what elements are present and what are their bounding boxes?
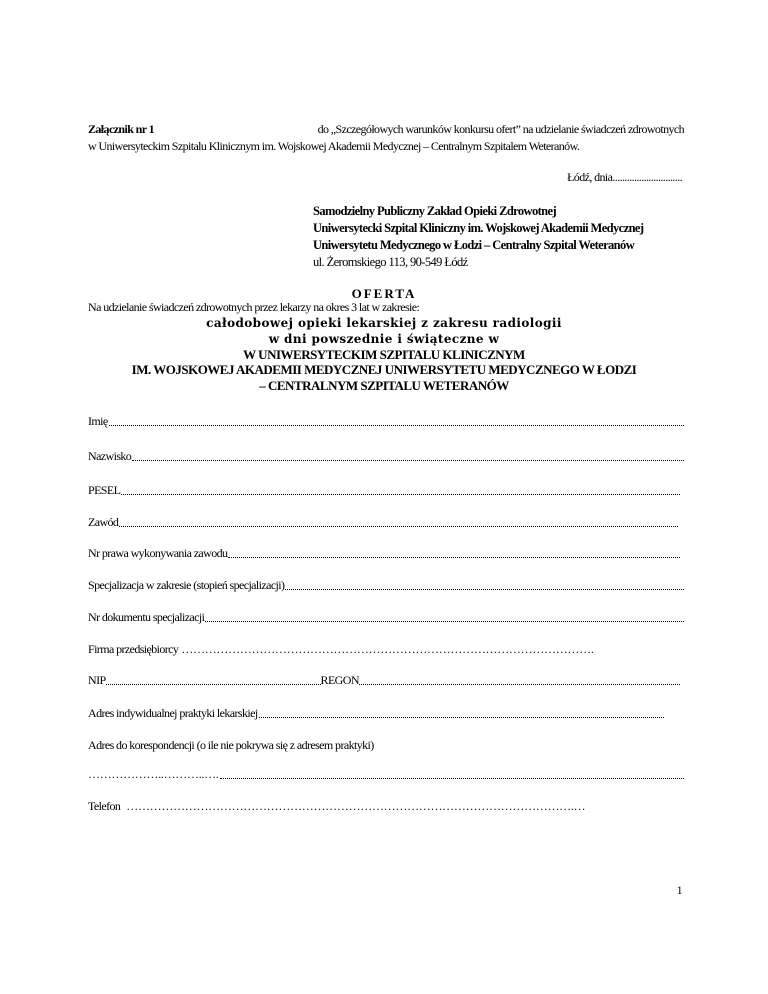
scope-line5: – CENTRALNYM SZPITALU WETERANÓW [259, 378, 509, 393]
attachment-header [88, 121, 684, 155]
field-pesel-label: PESEL [88, 483, 121, 497]
field-pesel-line[interactable] [121, 494, 680, 495]
date-line: Łódź, dnia............................. [567, 170, 682, 184]
attachment-header-line1 [88, 121, 684, 138]
field-telefon-label: Telefon [88, 799, 121, 813]
field-zawod[interactable] [88, 515, 678, 530]
field-nr-prawa[interactable] [88, 546, 680, 561]
field-firma-line[interactable]: ……………………………………………………………………………………………. [181, 642, 594, 656]
field-nip-label: NIP [88, 673, 106, 687]
field-adres-praktyki[interactable] [88, 706, 664, 721]
addressee-block [313, 203, 643, 271]
field-regon-line[interactable] [359, 684, 680, 685]
scope-line4: IM. WOJSKOWEJ AKADEMII MEDYCZNEJ UNIWERSYTETU MEDYCZNEGO W ŁODZI [131, 362, 637, 377]
addressee-line4: ul. Żeromskiego 113, 90-549 Łódź [313, 255, 468, 269]
field-firma[interactable] [88, 642, 684, 657]
field-nr-dokumentu-label: Nr dokumentu specjalizacji [88, 610, 205, 624]
attachment-label: Załącznik nr 1 [88, 122, 155, 136]
field-telefon-line[interactable]: …………………………………………………………………………………………………….… [126, 799, 586, 813]
attachment-header-line2: w Uniwersyteckim Szpitalu Klinicznym im. Wojskowej Akademii Medycznej – Centralnym Szpitalem Weteranów. [88, 139, 580, 153]
field-imie-label: Imię [88, 414, 108, 428]
scope-line3: W UNIWERSYTECKIM SZPITALU KLINICZNYM [243, 347, 525, 362]
page-number: 1 [676, 883, 682, 897]
field-adres-koresp-line[interactable] [220, 778, 684, 779]
field-specjalizacja-label: Specjalizacja w zakresie (stopień specjalizacji) [88, 578, 285, 592]
offer-intro: Na udzielanie świadczeń zdrowotnych przez lekarzy na okres 3 lat w zakresie: [88, 300, 420, 314]
field-specjalizacja-line[interactable] [285, 589, 684, 590]
field-adres-praktyki-label: Adres indywidualnej praktyki lekarskiej [88, 706, 258, 720]
field-nr-dokumentu[interactable] [88, 610, 684, 625]
field-nazwisko-label: Nazwisko [88, 449, 132, 463]
field-firma-label: Firma przedsiębiorcy [88, 642, 179, 656]
field-adres-praktyki-line[interactable] [259, 717, 664, 718]
field-pesel[interactable] [88, 483, 680, 498]
field-nr-dokumentu-line[interactable] [205, 621, 684, 622]
field-nr-prawa-line[interactable] [228, 557, 680, 558]
attachment-header-line1-rest: do „Szczegółowych warunków konkursu ofert” na udzielanie świadczeń zdrowotnych [317, 122, 684, 136]
field-nip-regon [88, 673, 680, 688]
scope-line1: całodobowej opieki lekarskiej z zakresu radiologii [206, 316, 562, 330]
offer-title: OFERTA [351, 286, 417, 301]
field-nazwisko-line[interactable] [132, 460, 684, 461]
field-regon-label: REGON [320, 673, 359, 687]
field-nazwisko[interactable] [88, 449, 684, 464]
addressee-line3: Uniwersytetu Medycznego w Łodzi – Centralny Szpital Weteranów [313, 238, 635, 252]
scope-line2: w dni powszednie i świąteczne w [268, 332, 500, 346]
addressee-line2: Uniwersytecki Szpital Kliniczny im. Wojskowej Akademii Medycznej [313, 221, 644, 235]
addressee-line1: Samodzielny Publiczny Zakład Opieki Zdrowotnej [313, 204, 557, 218]
field-adres-koresp-label: Adres do korespondencji (o ile nie pokrywa się z adresem praktyki) [88, 738, 374, 752]
field-nr-prawa-label: Nr prawa wykonywania zawodu [88, 546, 228, 560]
field-telefon[interactable] [88, 799, 684, 814]
field-adres-koresp[interactable] [88, 767, 684, 782]
field-specjalizacja[interactable] [88, 578, 684, 593]
field-imie-line[interactable] [109, 425, 684, 426]
field-zawod-label: Zawód [88, 515, 119, 529]
field-zawod-line[interactable] [119, 526, 678, 527]
field-imie[interactable] [88, 414, 684, 429]
field-nip-line[interactable] [106, 684, 321, 685]
field-adres-koresp-dots-prefix: ………………..………..…. [88, 767, 219, 781]
